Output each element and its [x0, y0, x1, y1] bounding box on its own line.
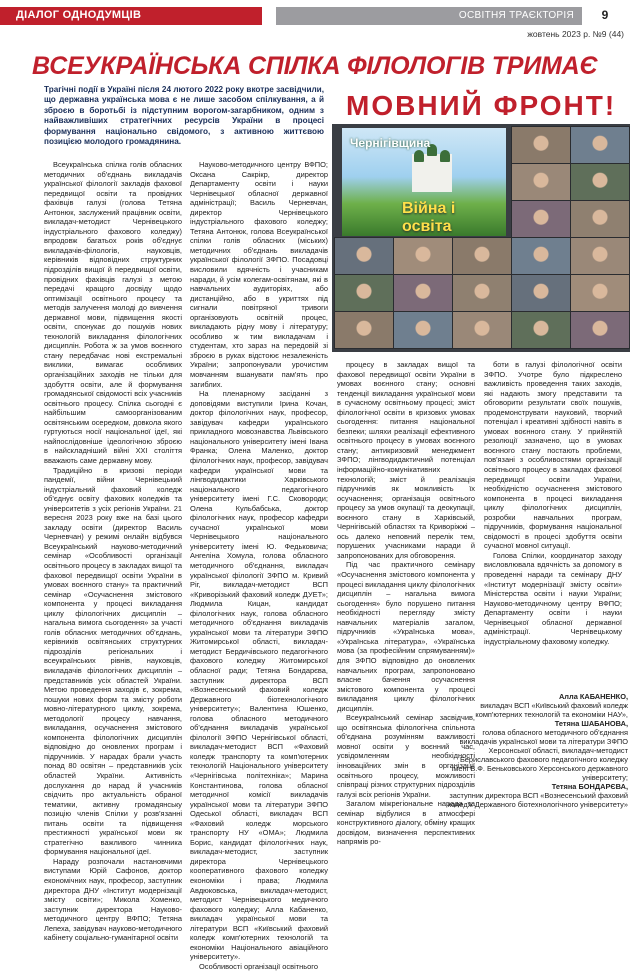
participant-video-tile — [570, 274, 630, 312]
issue-date: жовтень 2023 р. №9 (44) — [527, 29, 624, 39]
participant-video-tile — [511, 163, 571, 201]
participant-video-tile — [334, 311, 394, 349]
participant-video-tile — [570, 200, 630, 238]
magazine-title: ОСВІТНЯ ТРАЄКТОРІЯ — [458, 10, 574, 21]
church-image — [412, 154, 452, 192]
section-title: ДІАЛОГ ОДНОДУМЦІВ — [16, 9, 142, 21]
signature-name: Тетяна ШАБАНОВА, — [554, 719, 628, 728]
paragraph: Загалом міжрегіональне нарада та семінар відбулися в атмосфері конструктивного діалогу, обміну кращих досвідом, визначення перспективних напрямів ро- — [337, 799, 475, 847]
participant-video-tile — [511, 274, 571, 312]
participant-video-tile — [570, 163, 630, 201]
participant-video-tile — [511, 237, 571, 275]
participant-video-tile — [511, 311, 571, 349]
section-bar — [0, 7, 262, 25]
paragraph: Під час практичного семінару «Осучаснення змістового компонента у процесі викладання циклу філологічних дисциплін – нагальна вимога сьогодення» було порушено питання необхідності перегляду змісту навчальних матеріалів загалом, підручників «Українська мова», «Українська література», «Українська мова (за професійним спрямуванням)» для ЗФПО відповідно до оновлених навчальних програм, запропоновано власне бачення осучаснення змістового компонента у процесі викладання циклу філологічних дисциплін. — [337, 560, 475, 713]
article-lead: Трагічні події в Україні після 24 лютого 2022 року вкотре засвідчили, що державна українська мова є не лише засобом спілкування, а й зброєю в боротьбі із підступним ворогом-загарбником, одним з найважливіших стратегічних ресурсів України в процесі формування національно свідомого, з активною життєвою позицією молодого громадянина. — [44, 85, 324, 147]
participant-video-tile — [452, 311, 512, 349]
chernihiv-banner — [342, 128, 506, 236]
video-conference-photo — [332, 124, 630, 352]
paragraph: процесу в закладах вищої та фахової передвищої освіти України в умовах воєнного стану; основні тенденції викладання української мови в сучасному освітньому процесі; зміст філологічної освіти в кризових умовах сьогодення: питання національної безпеки; шляхи реалізації ефективного освітнього процесу в умовах воєнного стану; антикризовий менеджмент ЗФПО; лінгводидактичний потенціал інформаційно-комунікативних технологій; зміст й реалізація підручників як можливість їх осучаснення; організація освітнього процесу за умов окупації та деокупації, воєнного стану в Харківській, Чернігівській областях та Криворіжжі – ось далеко неповний перелік тем, порушених учасниками наради й запропонованих для обговорення. — [337, 360, 475, 560]
signature-role: заступник директора ВСП «Вознесенський фаховий коледж Державного біотехнологічного університету» — [447, 791, 628, 809]
participant-video-tile — [570, 126, 630, 164]
page-number: 9 — [601, 8, 609, 22]
paragraph: боти в галузі філологічної освіти ЗФПО. Учотре було підкреслено важливість проведення таких заходів, які надають змогу представити та обговорити результати своїх пошуків, продемонструвати науковий, творчий потенціал і креативні здібності навіть в умовах воєнного стану. У прийнятій резолюції зазначено, що в умовах воєнного стану постають проблеми, пов'язані з особливостями організації освітнього процесу в закладах фахової передвищої освіти України, необхідністю осучаснення змістового компонента в процесі викладання циклу філологічних дисциплін, розробки навчальних програм, підручників, формування національної свідомості в процесі здобуття освіти сучасної мовної ситуації. — [484, 360, 622, 551]
participant-video-tile — [511, 200, 571, 238]
participant-video-tile — [452, 237, 512, 275]
paragraph: На пленарному засіданні з доповідями виступили Ірина Кочан, доктор філологічних наук, професор, завідувач кафедри українського прикладного мовознавства Львівського національного університету імені Івана Франка; Олена Маленко, доктор філологічних наук, професор, завідувач кафедри української мови та лінгводидактики Харківського національного педагогічного університету імені Г.С. Сковороди; Олена Кульбабська, доктор філологічних наук, професор кафедри сучасної української мови Чернівецького національного університету імені Ю. Федьковича; Ангеліна Хомула, голова обласного методичного об'єднання, викладач української філології ЗФПО м. Кривий Ріг, викладач-методист ВСП «Криворізький фаховий коледж ДУЕТ»; Людмила Кицан, кандидат філологічних наук, голова обласного методичного об'єднання викладачів української мови та літератури ЗФПО Житомирської області, викладач-методист Бердичівського педагогічного фахового коледжу Житомирської обласної ради; Тетяна Бондарєва, заступник директора ВСП «Вознесенський фаховий коледж Державного біотехнологічного університету»; Валентина Юшенко, голова обласного методичного об'єднання викладачів української філології ЗФПО Чернігівської області, викладач-методист ВСП «Фаховий коледж транспорту та комп'ютерних технологій Національного університету «Чернігівська політехніка»; Марина Константинова, голова обласної методичної комісії викладачів української мови та літератури ЗФПО Одеської області, викладач ВСП «Фаховий коледж морського транспорту НУ «ОМА»; Людмила Борис, кандидат філологічних наук, викладач-методист, заступник директора Чернівецького кооперативного фахового коледжу економіки і права; Людмила Авдюковська, викладач-методист, методист Чернівецького медичного фахового коледжу; Алла Кабаненко, викладач української мови та літератури ВСП «Київський фаховий коледж комп'ютерних технологій та економіки Національного авіаційного університету». — [190, 389, 328, 962]
signature-role: викладач ВСП «Київський фаховий коледж комп'ютерних технологій та економіки НАУ», — [475, 701, 628, 719]
paragraph: Особливості організації освітнього — [199, 961, 318, 971]
paragraph: Всеукраїнський семінар засвідчив, що освітянська філологічна спільнота об'єднана розумінням важливості мовної освіти у воєнний час, усвідомленням необхідності інноваційних змін в організації освітнього процесу, можливості співпраці різних структурних підрозділів галузі всіх регіонів України. — [337, 713, 475, 799]
magazine-bar — [276, 7, 582, 25]
paragraph: Голова Спілки, координатор заходу висловлювала вдячність за допомогу в проведенні наради та семінару ДНУ «Інститут модернізації змісту освіти» Міністерства освіти і науки України; Науково-методичному центру ВФПО; Департаменту освіти і науки Чернівецької обласної державної адміністрації. Чернівецькому індустріальному фаховому коледжу. — [484, 550, 622, 646]
paragraph: Нараду розпочали настановчими виступами Юрій Сафонов, доктор економічних наук, професор, заступник директора ДНУ «Інститут модернізації змісту освіти»; Микола Хоменко, заступник директора Науково-методичного центру ВФПО; Тетяна Лепеха, завідувач науково-методичного кабінету соціально-гуманітарної освіти — [44, 856, 182, 943]
participant-video-tile — [570, 237, 630, 275]
signature-role: голова обласного методичного об'єднання викладачів української мови та літератури ЗФПО Херсонської області, викладач-методист Бериславського фахового педагогічного коледжу імені В.Ф. Беньковського Херсонського державного університету; — [451, 728, 628, 782]
participant-video-tile — [393, 237, 453, 275]
signature-name: Тетяна БОНДАРЄВА, — [551, 782, 628, 791]
signature-name: Алла КАБАНЕНКО, — [558, 692, 628, 701]
paragraph: Науково-методичного центру ВФПО; Оксана Сакрікр, директор Департаменту освіти і науки Чернівецької обласної державної адміністрації; Василь Черневчан, директор Чернівецького індустріального фахового коледжу; Тетяна Антонюк, голова Всеукраїнської спілки голів обласних (міських) методичних об'єднань викладачів української філології ЗФПО. Посадовці висловили вдячність і учасникам наради, й усім колегам-освітянам, які в навчальних аудиторіях, або дистанційно, або в укриттях під сигнали повітряної тривоги організовують освітній процес, викладають рідну мову і літературу; особливо ж тим викладачам і студентам, хто зараз на передовій зі зброєю в руках відстоює незалежність України; запропонували урочистим мовчанням вшанувати пам'ять про загиблих. — [190, 160, 328, 389]
participant-video-tile — [570, 311, 630, 349]
article-column-1 — [44, 160, 182, 943]
article-title-line2: МОВНИЙ ФРОНТ! — [346, 90, 617, 121]
author-signatures — [444, 692, 628, 809]
banner-title: Чернігівщина — [350, 136, 431, 150]
page-header — [0, 0, 638, 39]
participant-video-tile — [452, 274, 512, 312]
participant-video-tile — [334, 237, 394, 275]
paragraph: Всеукраїнська спілка голів обласних методичних об'єднань викладачів української філології закладів фахової передвищої освіти та провідних фахівців галузі (голова Тетяна Антонюк, заслужений працівник освіти, викладач-методист Чернівецького індустріального фахового коледжу) впродовж багатьох років об'єднує викладачів-філологів, науковців, керівників відповідних структурних підрозділів вищої й передвищої освіти, провідних фахівців галузі з метою передачі кращого досвіду щодо оптимізації освітнього процесу та методів залучення молоді до вивчення державної мови, підвищення якості освіти, спонукає до пошуків нових технологій викладання філологічних дисциплін. Робота ж за умов воєнного стану передбачає нові екстремальні виклики, вимагає особливих організаційних заходів не тільки для здобуття освіти, але й формування громадянської свідомості всіх учасників освітнього процесу. Спілка сьогодні є найбільшим самоорганізованим освітянським осередком, довкола якого гуртуються носії національної ідеї, які найпослідовніше ідеологічною зброєю в найскладніший війні ХХІ століття вважають саме державну мову. — [44, 160, 182, 465]
participant-video-tile — [393, 274, 453, 312]
participant-video-tile — [393, 311, 453, 349]
banner-subtitle: Війна і освіта — [402, 200, 456, 235]
participant-video-tile — [511, 126, 571, 164]
paragraph: Традиційно в кризові періоди пандемії, війни Чернівецький індустріальний фаховий коледж об'єднує освіту фахових коледжів та університетів з усіх регіонів України. 21 вересня 2023 року вже на базі цього закладу освіти (директор Василь Черневчан) у режимі онлайн відбувся Всеукраїнський науково-методичний семінар «Особливості організації освітнього процесу в закладах вищої та фахової передвищої освіти України в умовах воєнного стану» та практичний семінар «Осучаснення змістового компонента у процесі викладання циклу філологічних дисциплін – нагальна вимога сьогодення» за участі голів обласних методичних об'єднань, керівників освітянських структурних підрозділів регіональних і всеукраїнських рівнів, науковців, викладачів філологічних дисциплін – представників усіх областей України. Метою проведення заходів є, зокрема, пошуки нових форм та змісту роботи мовно-літературного циклу, зокрема, методології процесу навчання, викладання, осучаснення змістового компонента філологічних дисциплін відповідно до оновлених програм і підручників. У нарадах брали участь понад 80 освітян – представників усіх областей України. Активність дослухання до нарад й учасників свідчить про актуальність обраної тематики, активну громадянську позицію членів Спілки у розв'язанні питань освіти та підвищення престижності української мови як стратегічно важливого чинника формування національної ідеї. — [44, 465, 182, 857]
participant-video-tile — [334, 274, 394, 312]
article-column-2 — [190, 160, 328, 971]
article-title-line1: ВСЕУКРАЇНСЬКА СПІЛКА ФІЛОЛОГІВ ТРИМАЄ — [32, 52, 598, 80]
article-column-4 — [484, 360, 622, 695]
